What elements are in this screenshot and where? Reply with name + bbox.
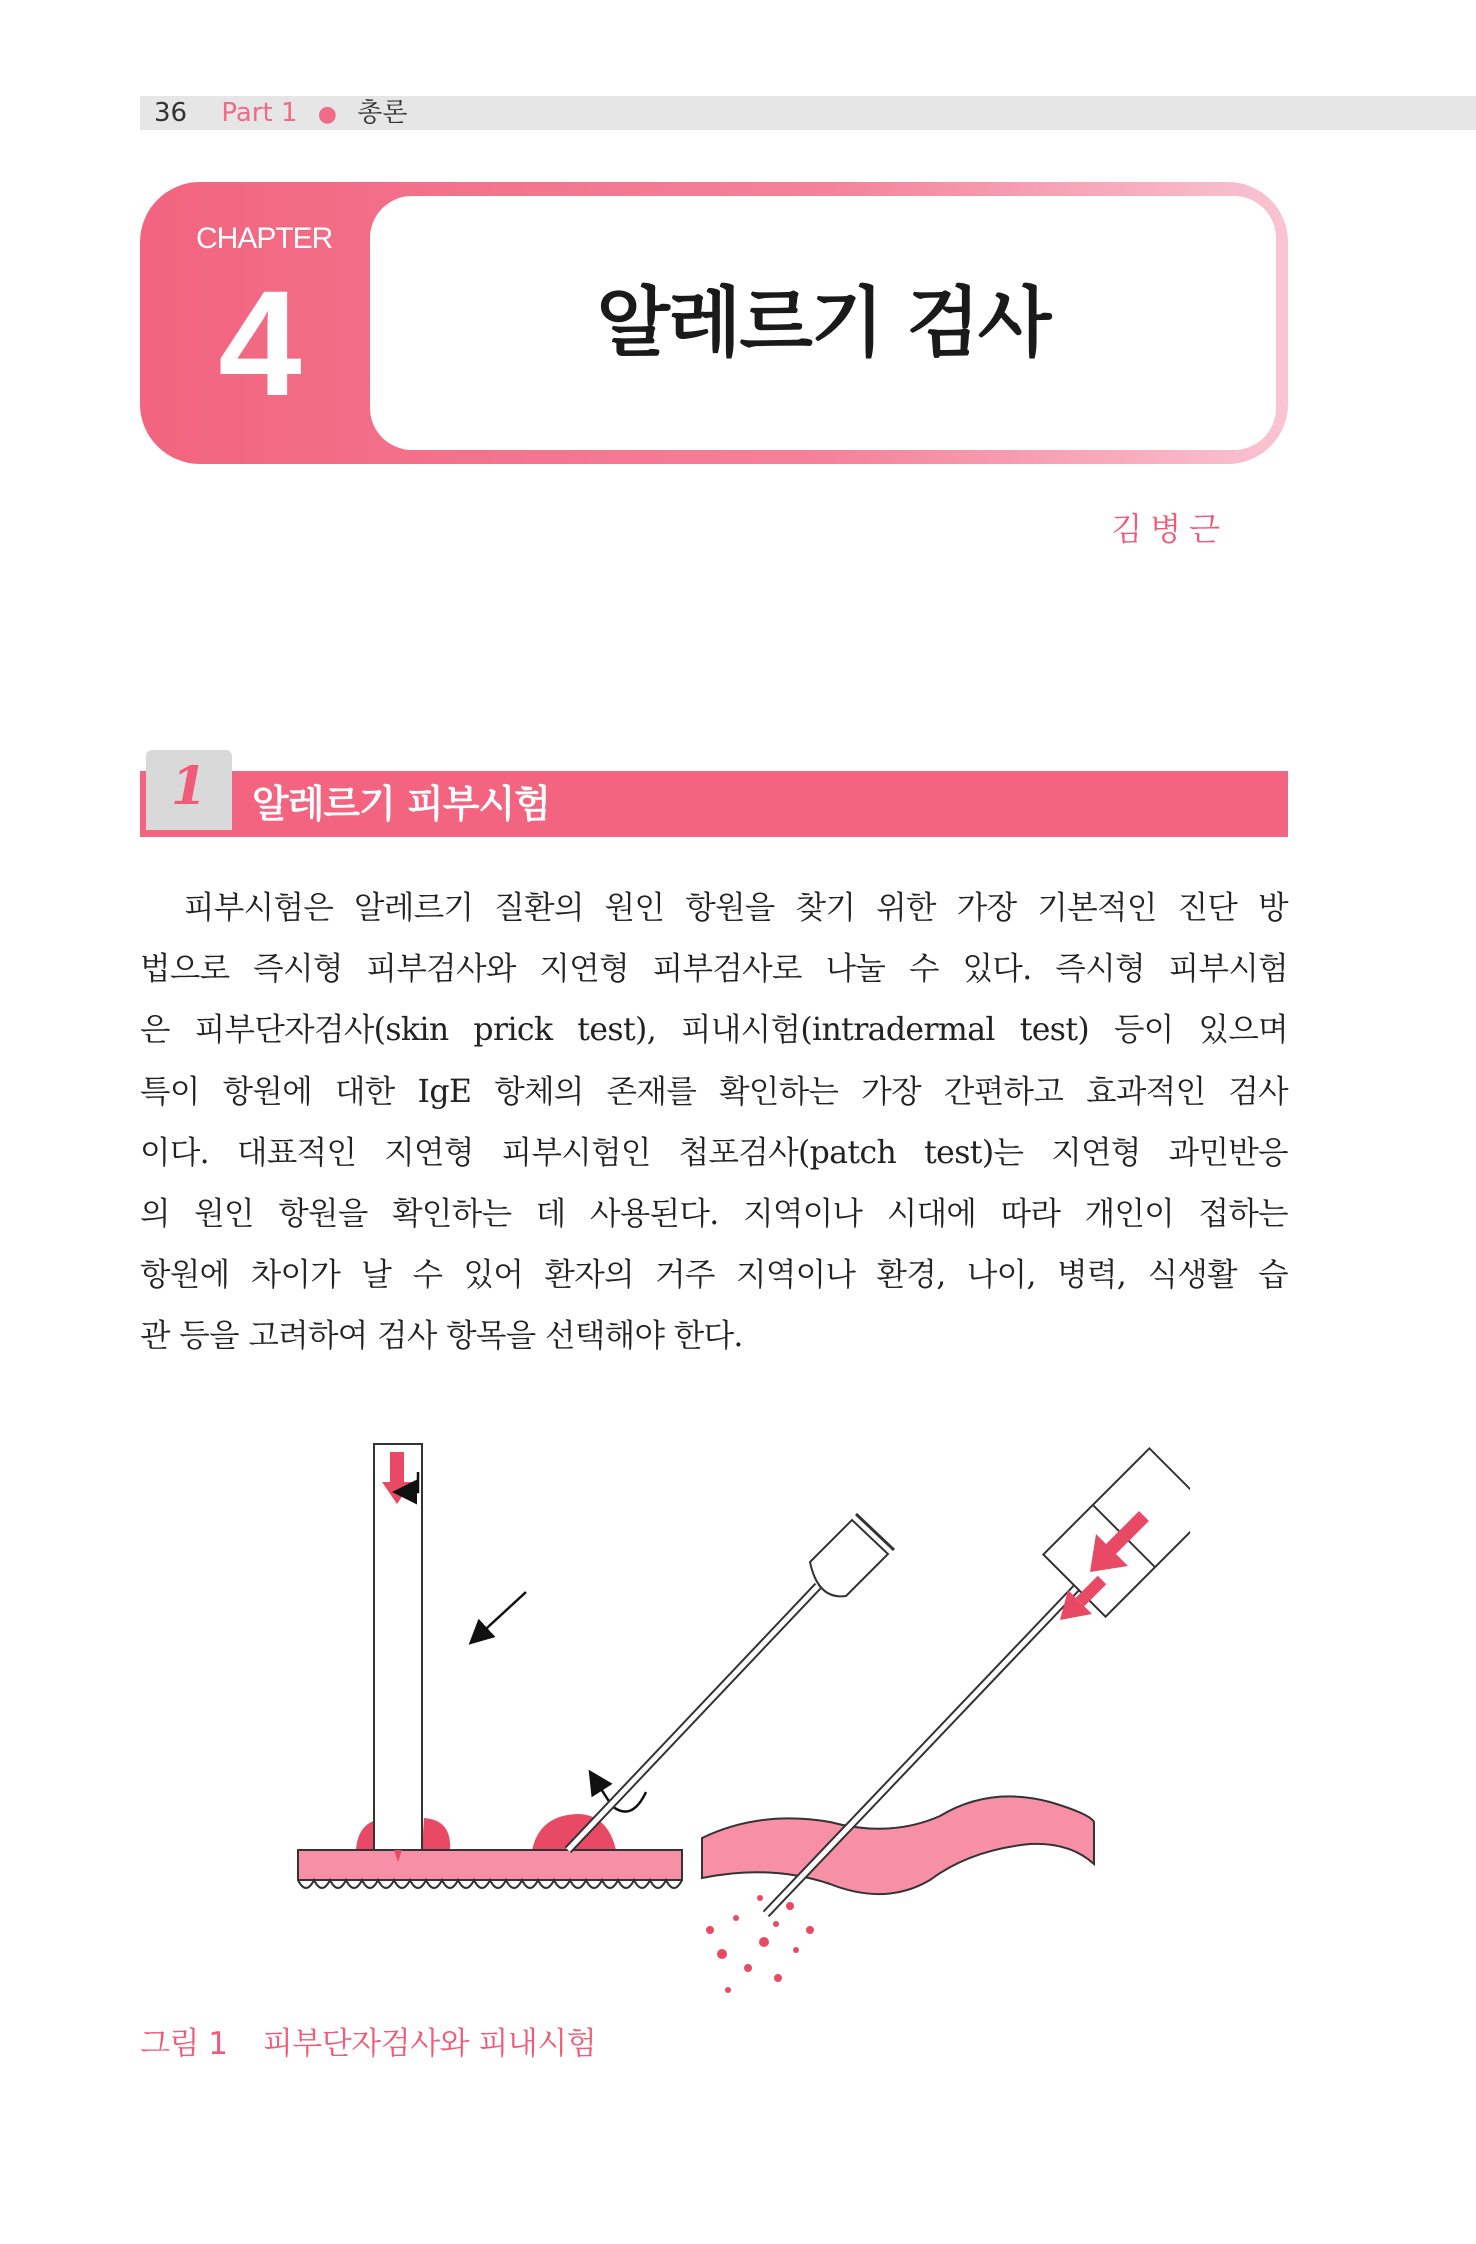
skin-layer xyxy=(298,1850,682,1880)
paragraph-line: 항원에 차이가 날 수 있어 환자의 거주 지역이나 환경, 나이, 병력, 식생활 습 xyxy=(140,1257,1288,1294)
syringe-barrel xyxy=(1043,1448,1190,1616)
paragraph-line: 피부시험은 알레르기 질환의 원인 항원을 찾기 위한 가장 기본적인 진단 방 xyxy=(184,890,1288,926)
wheal-right xyxy=(422,1818,450,1850)
paragraph-line: 특이 항원에 대한 IgE 항체의 존재를 확인하는 가장 간편하고 효과적인 검사 xyxy=(140,1073,1288,1110)
section-number: 1 xyxy=(170,756,208,817)
pointer-arrow-icon xyxy=(476,1592,526,1638)
paragraph-line: 의 원인 항원을 확인하는 데 사용된다. 지역이나 시대에 따라 개인이 접하는 xyxy=(140,1195,1288,1232)
body-paragraph xyxy=(140,878,1288,1368)
section-title: 알레르기 피부시험 xyxy=(252,782,550,826)
running-header xyxy=(154,96,407,130)
part-label: Part 1 xyxy=(221,98,298,128)
figure-caption xyxy=(140,2018,596,2063)
paragraph-line: 법으로 즉시형 피부검사와 지연형 피부검사로 나눌 수 있다. 즉시형 피부시험 xyxy=(140,951,1288,988)
paragraph-line: 관 등을 고려하여 검사 항목을 선택해야 한다. xyxy=(140,1318,743,1355)
lancet-device xyxy=(374,1444,422,1850)
paragraph-line: 은 피부단자검사(skin prick test), 피내시험(intradermal test) 등이 있으며 xyxy=(140,1012,1288,1049)
figure-number: 그림 1 xyxy=(140,2026,228,2062)
dermis-layer xyxy=(702,1796,1094,1894)
skin-scallop-edge xyxy=(298,1880,682,1888)
skin-test-illustration xyxy=(290,1430,1190,2010)
figure-title: 피부단자검사와 피내시험 xyxy=(262,2026,597,2062)
injection-dots xyxy=(706,1895,814,1993)
section-label: 총론 xyxy=(357,98,408,128)
page-number: 36 xyxy=(154,98,188,128)
paragraph-line: 이다. 대표적인 지연형 피부시험인 첩포검사(patch test)는 지연형 과민반응 xyxy=(140,1134,1288,1171)
chapter-title: 알레르기 검사 xyxy=(596,278,1050,367)
chapter-number: 4 xyxy=(218,259,302,427)
press-arrow-icon xyxy=(390,1452,404,1484)
intradermal-test-drawing xyxy=(702,1448,1190,1993)
chapter-label: CHAPTER xyxy=(196,222,333,255)
author-name: 김병근 xyxy=(1111,510,1228,548)
bullet-dot-icon: ● xyxy=(317,102,337,127)
